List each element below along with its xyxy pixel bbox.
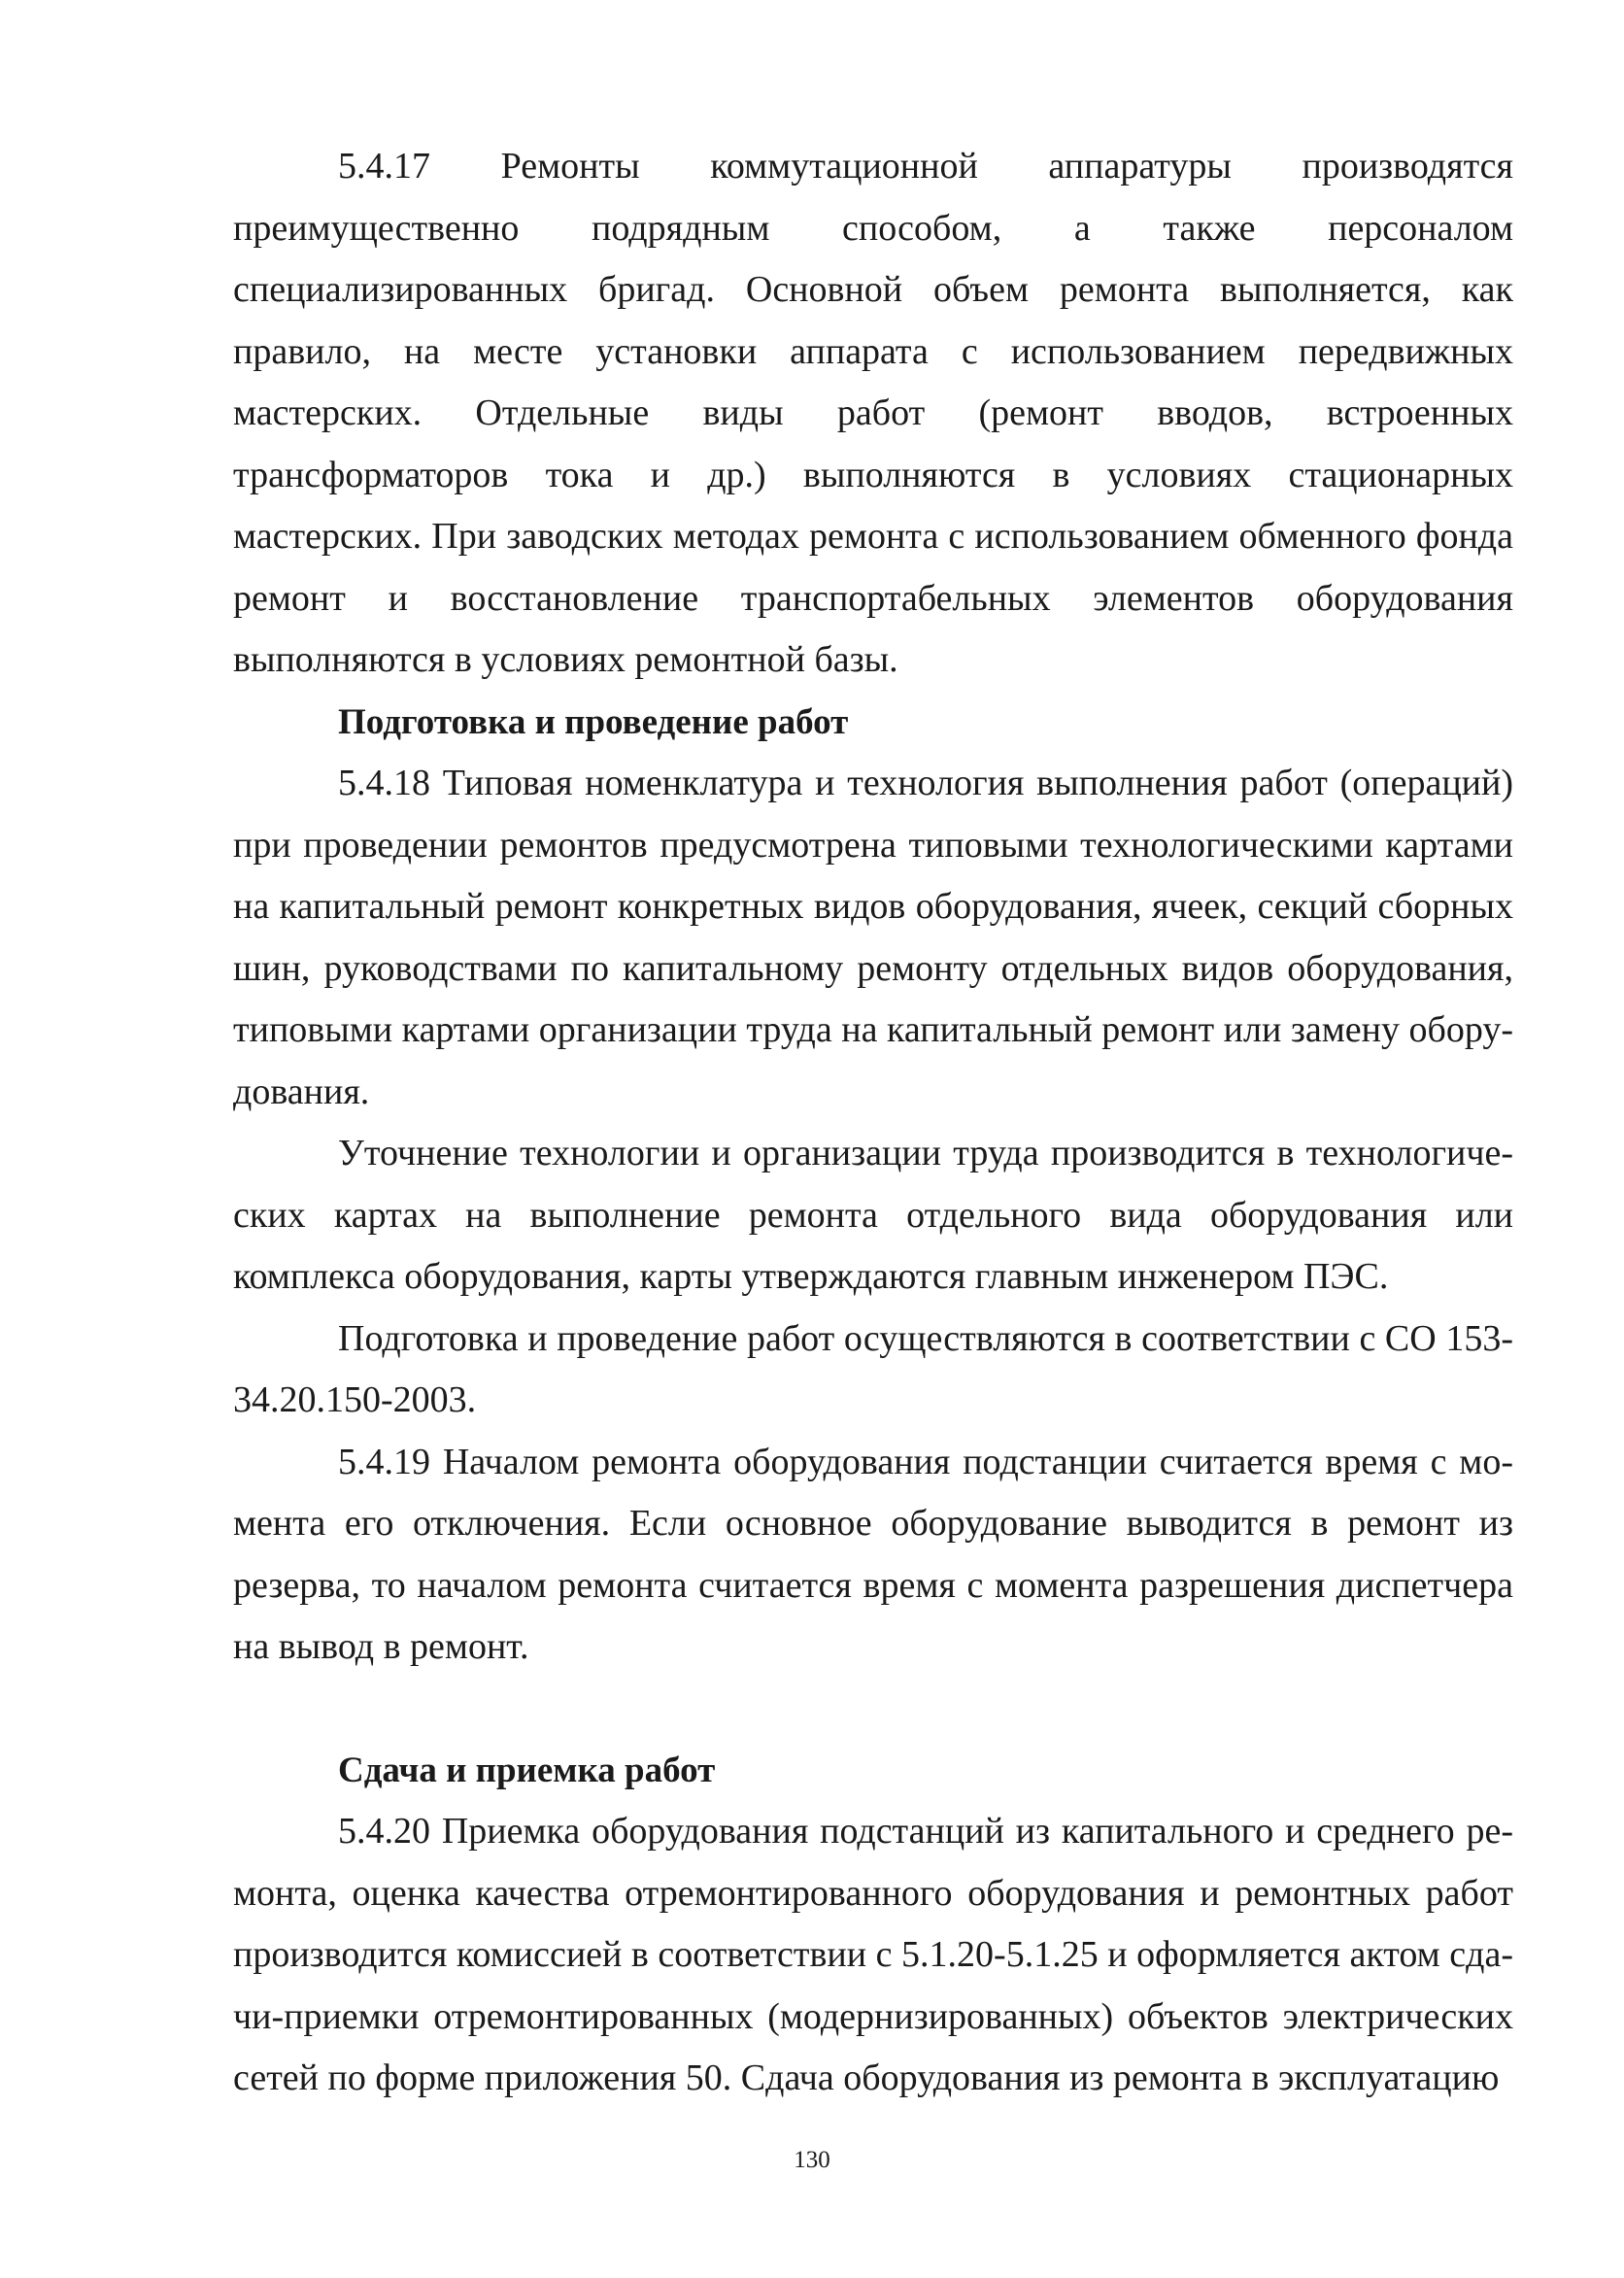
paragraph-5-4-17: 5.4.17 Ремонты коммутационной аппаратуры производятся преимущественно подрядным способом, а также персоналом специализированных бригад. Основной объем ремонта выполняется, как правило, на месте установки аппарата с использованием передвижных мастерских. Отдельные виды работ (ремонт вводов, встроенных трансформаторов тока и др.) выполняются в условиях стационарных мастерских. При заводских методах ремонта с использованием обменного фонда ремонт и восстановление транспортабельных элементов оборудования выполняются в условиях ремонтной базы. (233, 146, 1513, 680)
body-text (233, 136, 1513, 2110)
paragraph-preparation-standard: Подготовка и проведение работ осуществляются в соответствии с СО 153-34.20.150-2003. (233, 1317, 1513, 1420)
paragraph-technology-refinement: Уточнение технологии и организации труда производится в технологических картах на выполнение ремонта отдельного вида оборудования или комплекса оборудования, карты утверждаются главным инженером ПЭС. (233, 1133, 1513, 1297)
section-gap (233, 1679, 1513, 1740)
paragraph-5-4-18: 5.4.18 Типовая номенклатура и технология выполнения работ (операций) при проведении ремонтов предусмотрена типовыми технологическими картами на капитальный ремонт конкретных видов оборудования, ячеек, секций сборных шин, руководствами по капитальному ремонту отдельных видов оборудования, типовыми картами организации труда на капитальный ремонт или замену оборудования. (233, 763, 1513, 1112)
heading-preparation: Подготовка и проведение работ (338, 701, 849, 742)
paragraph-5-4-20: 5.4.20 Приемка оборудования подстанций из капитального и среднего ремонта, оценка качества отремонтированного оборудования и ремонтных работ производится комиссией в соответствии с 5.1.20-5.1.25 и оформляется актом сдачи-приемки отремонтированных (модернизированных) объектов электрических сетей по форме приложения 50. Сдача оборудования из ремонта в эксплуатацию (233, 1811, 1513, 2098)
heading-acceptance: Сдача и приемка работ (338, 1750, 716, 1790)
paragraph-5-4-19: 5.4.19 Началом ремонта оборудования подстанции считается время с момента его отключения. Если основное оборудование выводится в ремонт из резерва, то началом ремонта считается время с момента разрешения диспетчера на вывод в ремонт. (233, 1441, 1513, 1667)
page-number: 130 (794, 2147, 830, 2173)
